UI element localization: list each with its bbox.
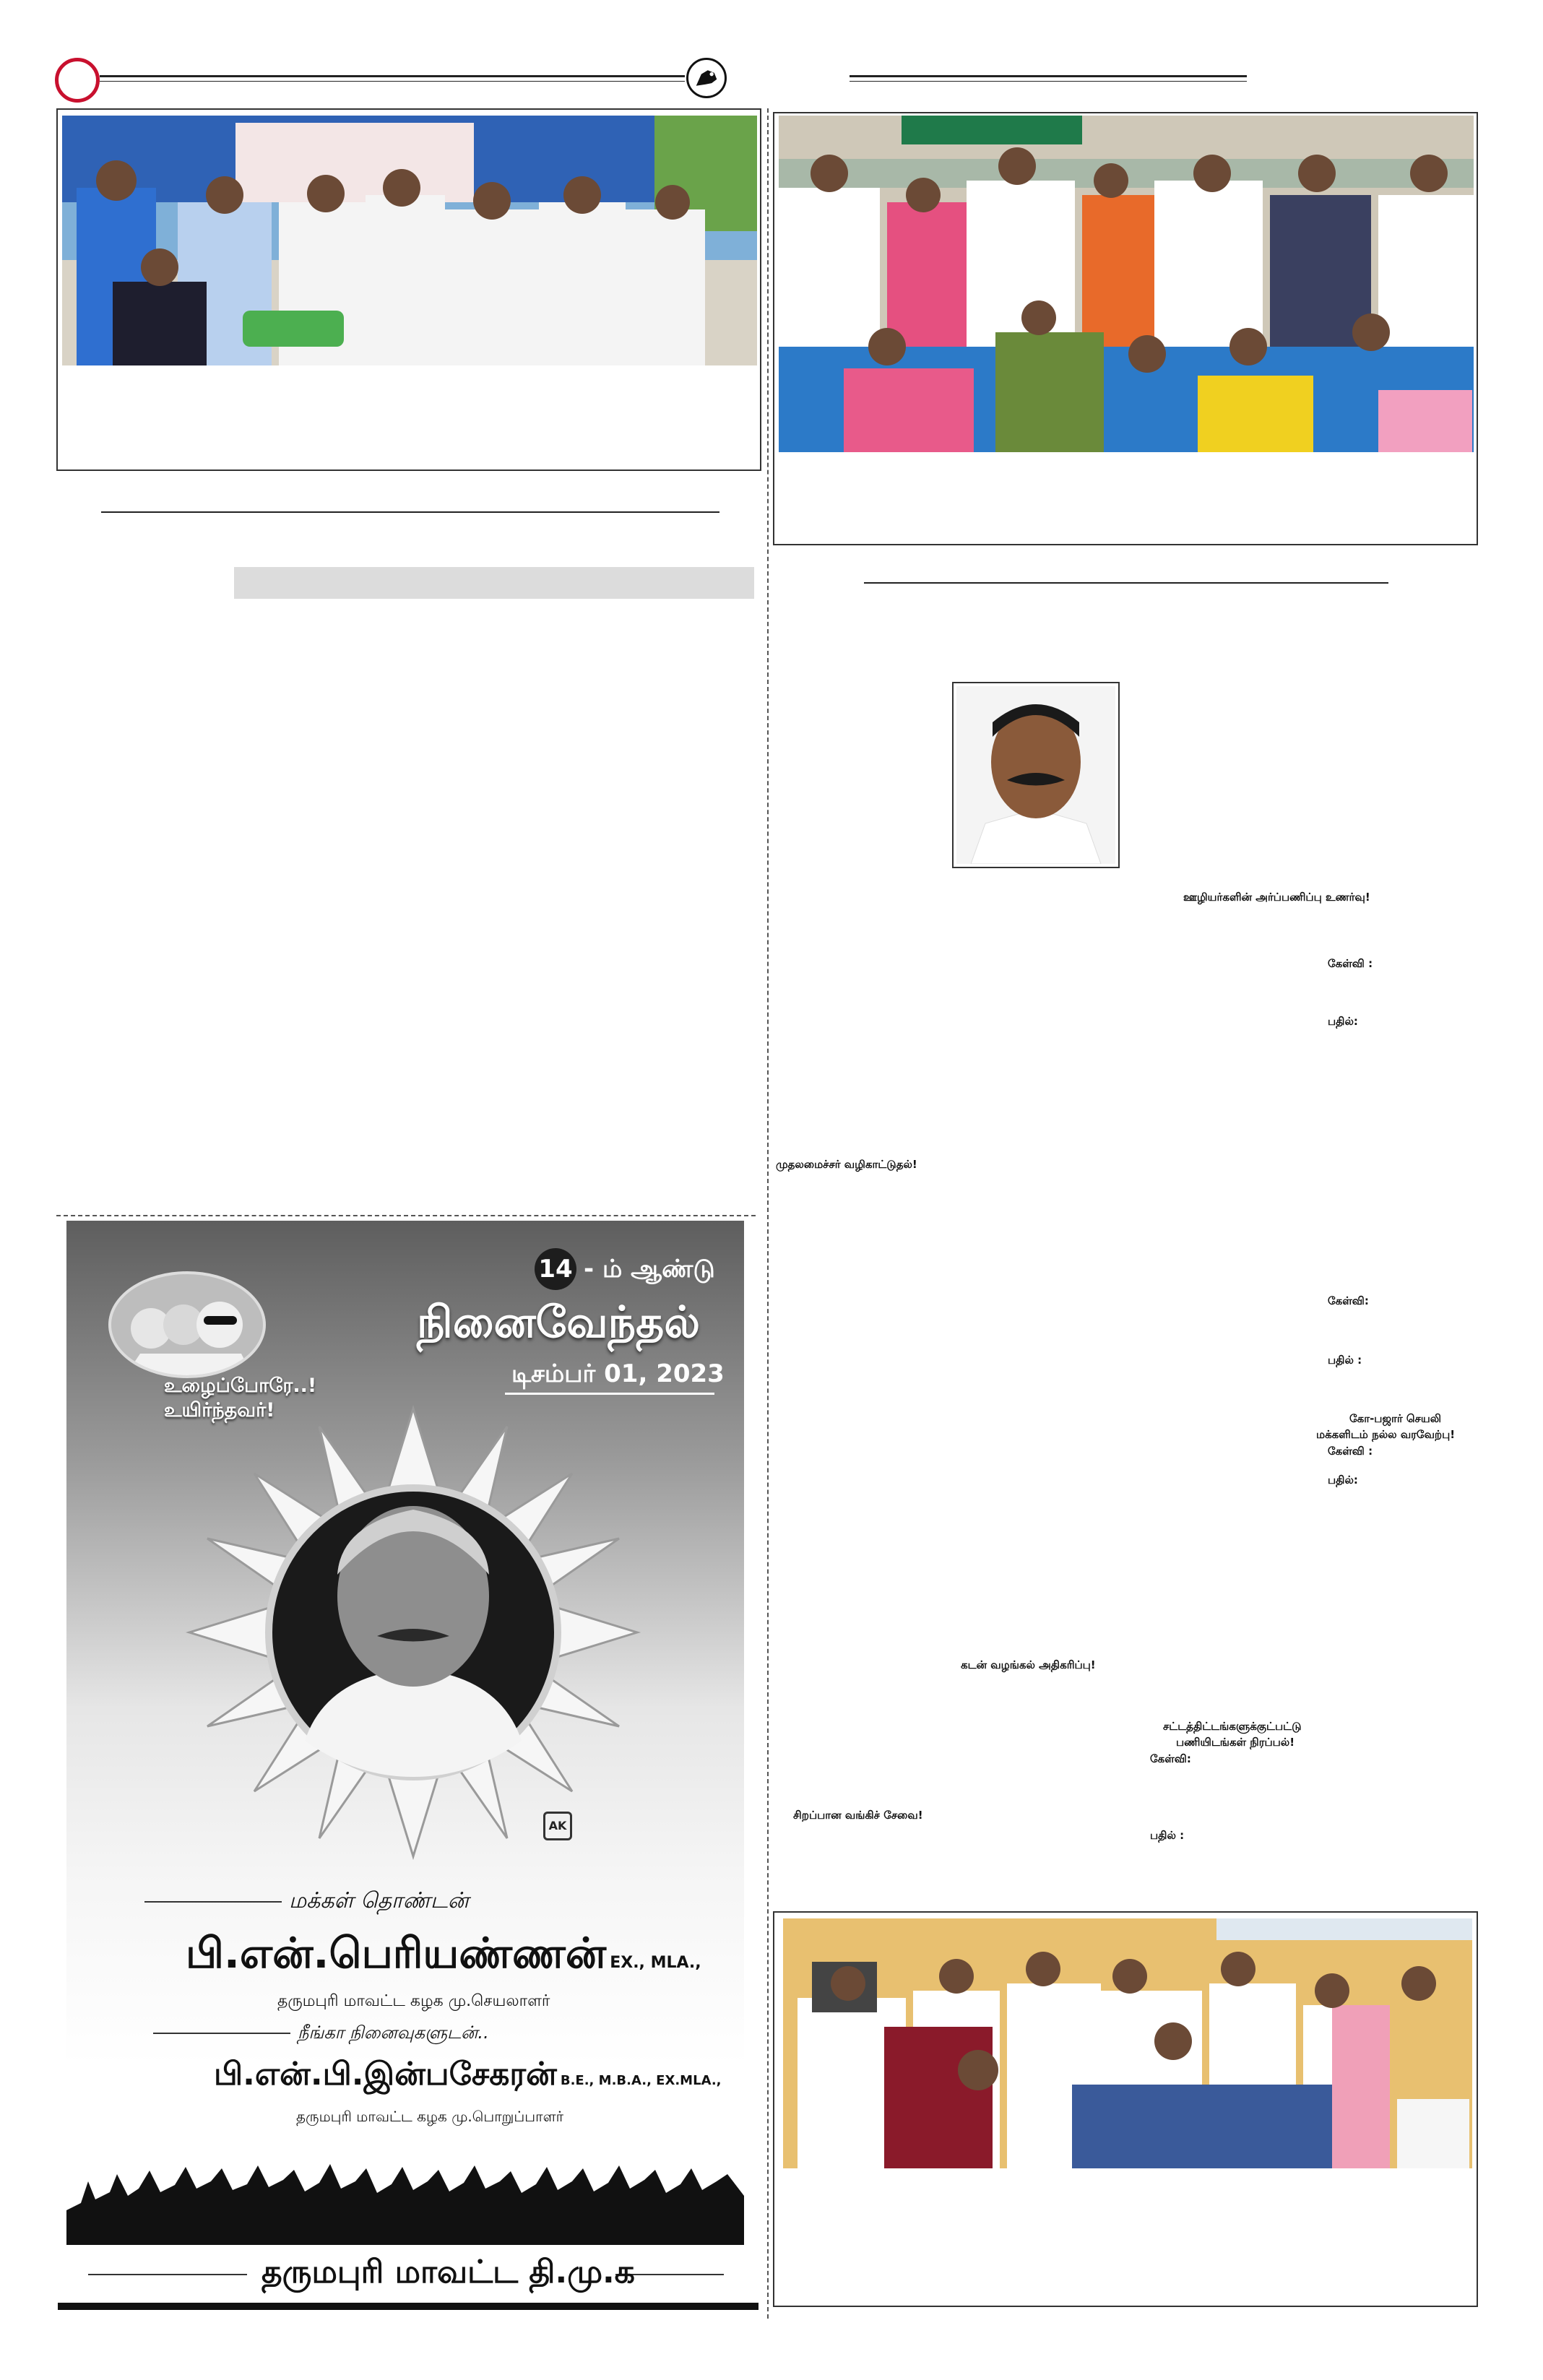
q-label-2: கேள்வி: bbox=[1328, 1294, 1369, 1307]
q-label-3: கேள்வி : bbox=[1328, 1445, 1373, 1458]
ad-footer-rule-left bbox=[88, 2274, 247, 2275]
ad-anniversary bbox=[535, 1248, 715, 1290]
a-label-4: பதில் : bbox=[1150, 1829, 1185, 1842]
grey-headline-bar bbox=[234, 567, 754, 599]
subhead-loan: கடன் வழங்கல் அதிகரிப்பு! bbox=[961, 1658, 1096, 1671]
a-label-3: பதில்: bbox=[1328, 1474, 1358, 1487]
ad-slogan-line-1: உழைப்போரே..! bbox=[164, 1375, 317, 1397]
event-photo-crowd bbox=[779, 116, 1474, 452]
ad-footer bbox=[66, 2245, 744, 2304]
subhead-cobazar-1: கோ-பஜார் செயலி bbox=[1349, 1412, 1441, 1425]
event-photo-medical-camp bbox=[783, 1918, 1472, 2168]
masthead-rule-left bbox=[100, 75, 685, 77]
column-divider bbox=[767, 108, 769, 2319]
subhead-vacancy-1: சட்டத்திட்டங்களுக்குட்பட்டு bbox=[1163, 1720, 1302, 1733]
subhead-cobazar-2: மக்களிடம் நல்ல வரவேற்பு! bbox=[1316, 1428, 1456, 1441]
person2 bbox=[214, 2056, 722, 2097]
leaders-medallion bbox=[108, 1271, 266, 1378]
person1-name: பி.என்.பெரியண்ணன் bbox=[186, 1929, 607, 1978]
ad-date: டிசம்பர் 01, 2023 bbox=[511, 1359, 725, 1388]
crowd-silhouette bbox=[66, 2160, 744, 2246]
party-emblem-icon bbox=[686, 58, 727, 98]
subhead-bank: சிறப்பான வங்கிச் சேவை! bbox=[793, 1809, 923, 1822]
memorial-advertisement bbox=[66, 1221, 744, 2304]
masthead-rule-left-2 bbox=[100, 81, 685, 82]
ad-title: நினைவேந்தல் bbox=[417, 1297, 701, 1348]
event-photo-officials bbox=[62, 116, 757, 365]
q-label-1: கேள்வி : bbox=[1328, 957, 1373, 970]
subhead-vacancy-2: பணியிடங்கள் நிரப்பல்! bbox=[1176, 1736, 1295, 1749]
person1 bbox=[186, 1929, 701, 1983]
person2-degree: B.E., M.B.A., EX.MLA., bbox=[560, 2073, 722, 2088]
portrait-photo bbox=[956, 686, 1115, 864]
masthead-circle bbox=[55, 58, 100, 103]
person1-role: தருமபுரி மாவட்ட கழக மு.செயலாளர் bbox=[277, 1992, 550, 2010]
a-label-2: பதில் : bbox=[1328, 1354, 1362, 1367]
right-column-rule bbox=[864, 582, 1388, 584]
anniversary-number: 14 bbox=[535, 1248, 576, 1290]
sun-frame-emblem bbox=[182, 1401, 644, 1864]
person1-degree: EX., MLA., bbox=[610, 1954, 701, 1972]
tribute-intro-2: நீங்கா நினைவுகளுடன்.. bbox=[153, 2022, 489, 2045]
a-label-1: பதில்: bbox=[1328, 1015, 1358, 1028]
ad-footer-text: தருமபுரி மாவட்ட தி.மு.க bbox=[262, 2254, 635, 2290]
artist-mark: AK bbox=[543, 1812, 572, 1840]
ad-bottom-rule bbox=[58, 2303, 758, 2310]
left-column-rule bbox=[101, 511, 719, 513]
masthead-rule-right bbox=[850, 75, 1247, 77]
tribute-intro-1: மக்கள் தொண்டன் bbox=[144, 1888, 469, 1916]
ad-divider bbox=[56, 1215, 756, 1216]
q-label-4: கேள்வி: bbox=[1150, 1752, 1191, 1765]
person2-role: தருமபுரி மாவட்ட கழக மு.பொறுப்பாளர் bbox=[296, 2108, 564, 2125]
anniversary-suffix: - ம் ஆண்டு bbox=[584, 1255, 715, 1284]
subhead-staff-1: ஊழியர்களின் அர்ப்பணிப்பு உணர்வு! bbox=[1183, 891, 1370, 904]
ad-date-underline bbox=[505, 1393, 714, 1395]
person2-name: பி.என்.பி.இன்பசேகரன் bbox=[214, 2056, 557, 2093]
subhead-cm: முதலமைச்சர் வழிகாட்டுதல்! bbox=[776, 1158, 917, 1171]
ad-slogan-line-2: உயிர்ந்தவர்! bbox=[164, 1399, 275, 1421]
masthead-rule-right-2 bbox=[850, 81, 1247, 82]
